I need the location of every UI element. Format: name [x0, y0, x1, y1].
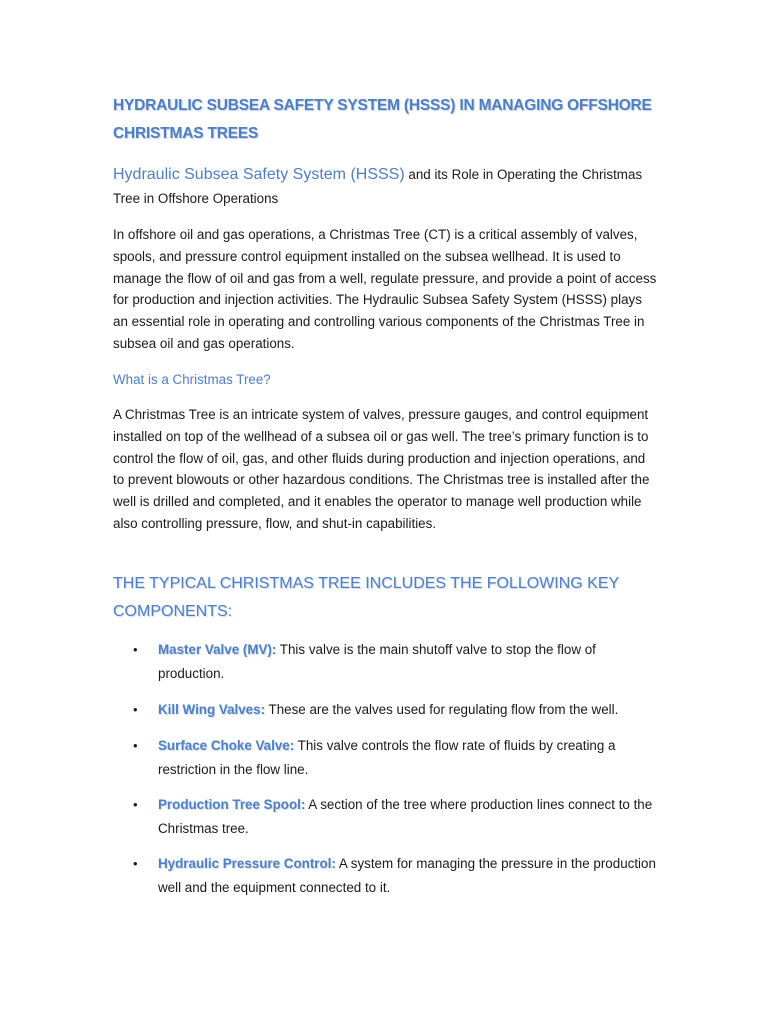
bullet-icon: • [133, 642, 138, 657]
bullet-icon: • [133, 738, 138, 753]
subtitle-accent: Hydraulic Subsea Safety System (HSSS) [113, 166, 405, 183]
component-term: Kill Wing Valves: [158, 702, 266, 717]
component-text: This valve controls the flow rate of fluids by creating a restriction in the flow line. [158, 738, 616, 777]
list-item [113, 793, 658, 841]
component-text: A system for managing the pressure in the production well and the equipment connected to it. [158, 856, 656, 895]
component-term: Surface Choke Valve: [158, 738, 295, 753]
tree-paragraph: A Christmas Tree is an intricate system of valves, pressure gauges, and control equipment installed on top of the wellhead of a subsea oil or gas well. The tree’s primary function is to control the flow of oil, gas, and other fluids during production and injection operations, and to prevent blowouts or other hazardous conditions. The Christmas tree is installed after the well is drilled and completed, and it enables the operator to manage well production while also controlling pressure, flow, and shut-in capabilities. [113, 407, 650, 531]
component-text: This valve is the main shutoff valve to stop the flow of production. [158, 642, 596, 681]
intro-paragraph: In offshore oil and gas operations, a Christmas Tree (CT) is a critical assembly of valves, spools, and pressure control equipment installed on the subsea wellhead. It is used to manage the flow of oil and gas from a well, regulate pressure, and provide a point of access for production and injection activities. The Hydraulic Subsea Safety System (HSSS) plays an essential role in operating and controlling various components of the Christmas Tree in subsea oil and gas operations. [113, 227, 657, 351]
bullet-icon: • [133, 797, 138, 812]
component-term: Hydraulic Pressure Control: [158, 856, 336, 871]
list-item [113, 852, 658, 900]
components-heading: THE TYPICAL CHRISTMAS TREE INCLUDES THE FOLLOWING KEY COMPONENTS: [113, 575, 619, 620]
component-text: A section of the tree where production lines connect to the Christmas tree. [158, 797, 653, 836]
bullet-icon: • [133, 702, 138, 717]
components-list [113, 638, 658, 900]
section-heading-what-is: What is a Christmas Tree? [113, 372, 271, 387]
subtitle [113, 163, 658, 211]
list-item [113, 734, 658, 782]
component-term: Production Tree Spool: [158, 797, 306, 812]
component-term: Master Valve (MV): [158, 642, 277, 657]
list-item [113, 698, 658, 722]
component-text: These are the valves used for regulating flow from the well. [265, 702, 619, 717]
list-item [113, 638, 658, 686]
document-title: HYDRAULIC SUBSEA SAFETY SYSTEM (HSSS) IN MANAGING OFFSHORE CHRISTMAS TREES [113, 97, 652, 142]
subtitle-rest: and its Role in Operating the Christmas Tree in Offshore Operations [113, 167, 643, 206]
bullet-icon: • [133, 856, 138, 871]
